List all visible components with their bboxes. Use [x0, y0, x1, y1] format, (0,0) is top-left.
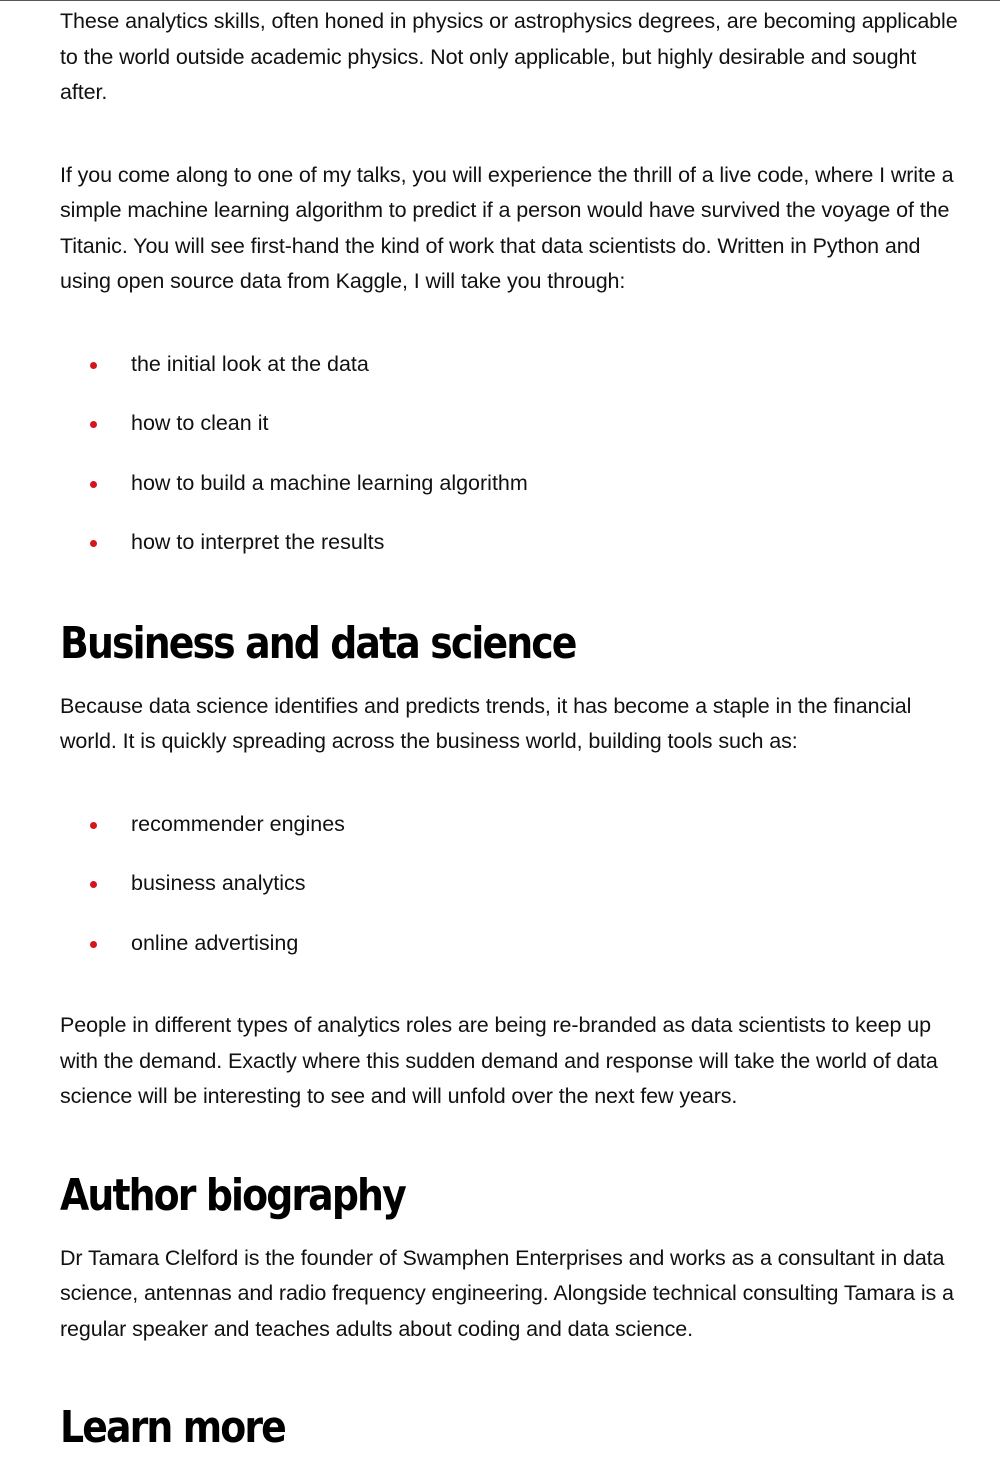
red-dot-bullet-icon — [90, 362, 97, 369]
red-dot-bullet-icon — [90, 822, 97, 829]
list-item — [60, 866, 965, 902]
list-item-text: the initial look at the data — [131, 351, 369, 376]
list-item — [60, 466, 965, 502]
list-item-text: how to build a machine learning algorithm — [131, 470, 528, 495]
red-dot-bullet-icon — [90, 481, 97, 488]
author-biography-paragraph: Dr Tamara Clelford is the founder of Swamphen Enterprises and works as a consultant in data science, antennas and radio frequency engineering. Alongside technical consulting Tamara is a regular speaker and teaches adults about coding and data science. — [60, 1245, 954, 1341]
red-dot-bullet-icon — [90, 881, 97, 888]
red-dot-bullet-icon — [90, 421, 97, 428]
intro-paragraph-1: These analytics skills, often honed in physics or astrophysics degrees, are becoming applicable to the world outside academic physics. Not only applicable, but highly desirable and sought after. — [60, 9, 958, 104]
list-item-text: online advertising — [131, 930, 299, 955]
list-item — [60, 926, 965, 962]
business-heading: Business and data science — [60, 617, 576, 669]
author-biography-heading: Author biography — [60, 1169, 405, 1221]
talk-steps-list — [60, 347, 965, 561]
learn-more-heading: Learn more — [60, 1402, 285, 1453]
business-tools-list — [60, 807, 965, 962]
list-item-text: recommender engines — [131, 811, 345, 836]
list-item-text: how to clean it — [131, 411, 269, 435]
list-item-text: how to interpret the results — [131, 530, 385, 554]
list-item — [60, 406, 965, 442]
demand-paragraph: People in different types of analytics roles are being re-branded as data scientists to keep up with the demand. Exactly where this sudden demand and response will take the world of data science will be interesting to see and will unfold over the next few years. — [60, 1013, 938, 1108]
red-dot-bullet-icon — [90, 540, 97, 547]
business-paragraph: Because data science identifies and predicts trends, it has become a staple in the financial world. It is quickly spreading across the business world, building tools such as: — [60, 693, 912, 753]
article-body — [60, 1, 965, 1454]
list-item — [60, 807, 965, 843]
list-item — [60, 525, 965, 561]
red-dot-bullet-icon — [90, 941, 97, 948]
list-item-text: business analytics — [131, 871, 306, 895]
list-item — [60, 347, 965, 383]
intro-paragraph-2: If you come along to one of my talks, you will experience the thrill of a live code, where I write a simple machine learning algorithm to predict if a person would have survived the voyage of the Titanic. You will see first-hand the kind of work that data scientists do. Written in Python and using open source data from Kaggle, I will take you through: — [60, 162, 954, 293]
